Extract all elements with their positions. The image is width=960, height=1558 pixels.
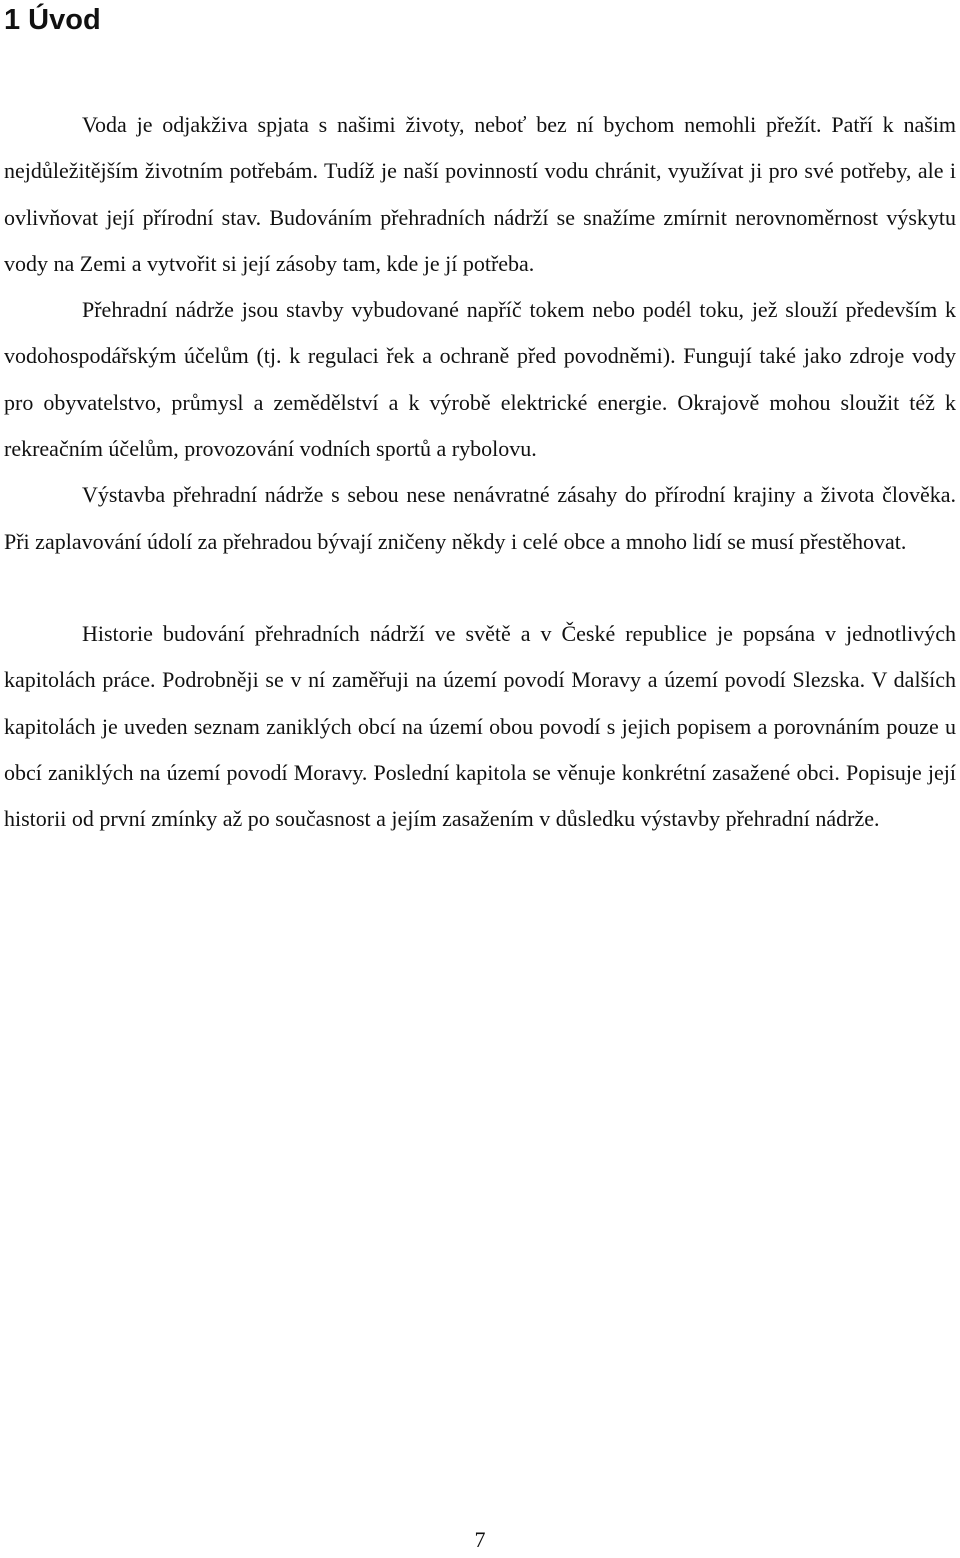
paragraph-intro: Voda je odjakživa spjata s našimi životy, neboť bez ní bychom nemohli přežít. Patří k našim nejdůležitějším životním potřebám. Tudíž je naší povinností vodu chránit, využívat ji pro své potřeby, ale i ovlivňovat její přírodní stav. Budováním přehradních nádrží se snažíme zmírnit nerovnoměrnost výskytu vody na Zemi a vytvořit si její zásoby tam, kde je jí potřeba. <box>4 112 956 276</box>
page-number: 7 <box>474 1527 486 1552</box>
paragraph-definition: Přehradní nádrže jsou stavby vybudované napříč tokem nebo podél toku, jež slouží především k vodohospodářským účelům (tj. k regulaci řek a ochraně před povodněmi). Fungují také jako zdroje vody pro obyvatelstvo, průmysl a zemědělství a k výrobě elektrické energie. Okrajově mohou sloužit též k rekreačním účelům, provozování vodních sportů a rybolovu. <box>4 297 956 462</box>
body-text <box>4 102 956 842</box>
paragraph-impacts: Výstavba přehradní nádrže s sebou nese nenávratné zásahy do přírodní krajiny a života člověka. Při zaplavování údolí za přehradou bývají zničeny někdy i celé obce a mnoho lidí se musí přestěhovat. <box>4 482 956 554</box>
paragraph-structure: Historie budování přehradních nádrží ve světě a v České republice je popsána v jednotlivých kapitolách práce. Podrobněji se v ní zaměřuji na území povodí Moravy a území povodí Slezska. V dalších kapitolách je uveden seznam zaniklých obcí na území obou povodí s jejich popisem a porovnáním pouze u obcí zaniklých na území povodí Moravy. Poslední kapitola se věnuje konkrétní zasažené obci. Popisuje její historii od první zmínky až po současnost a jejím zasažením v důsledku výstavby přehradní nádrže. <box>4 620 956 832</box>
chapter-heading: 1 Úvod <box>4 4 101 36</box>
